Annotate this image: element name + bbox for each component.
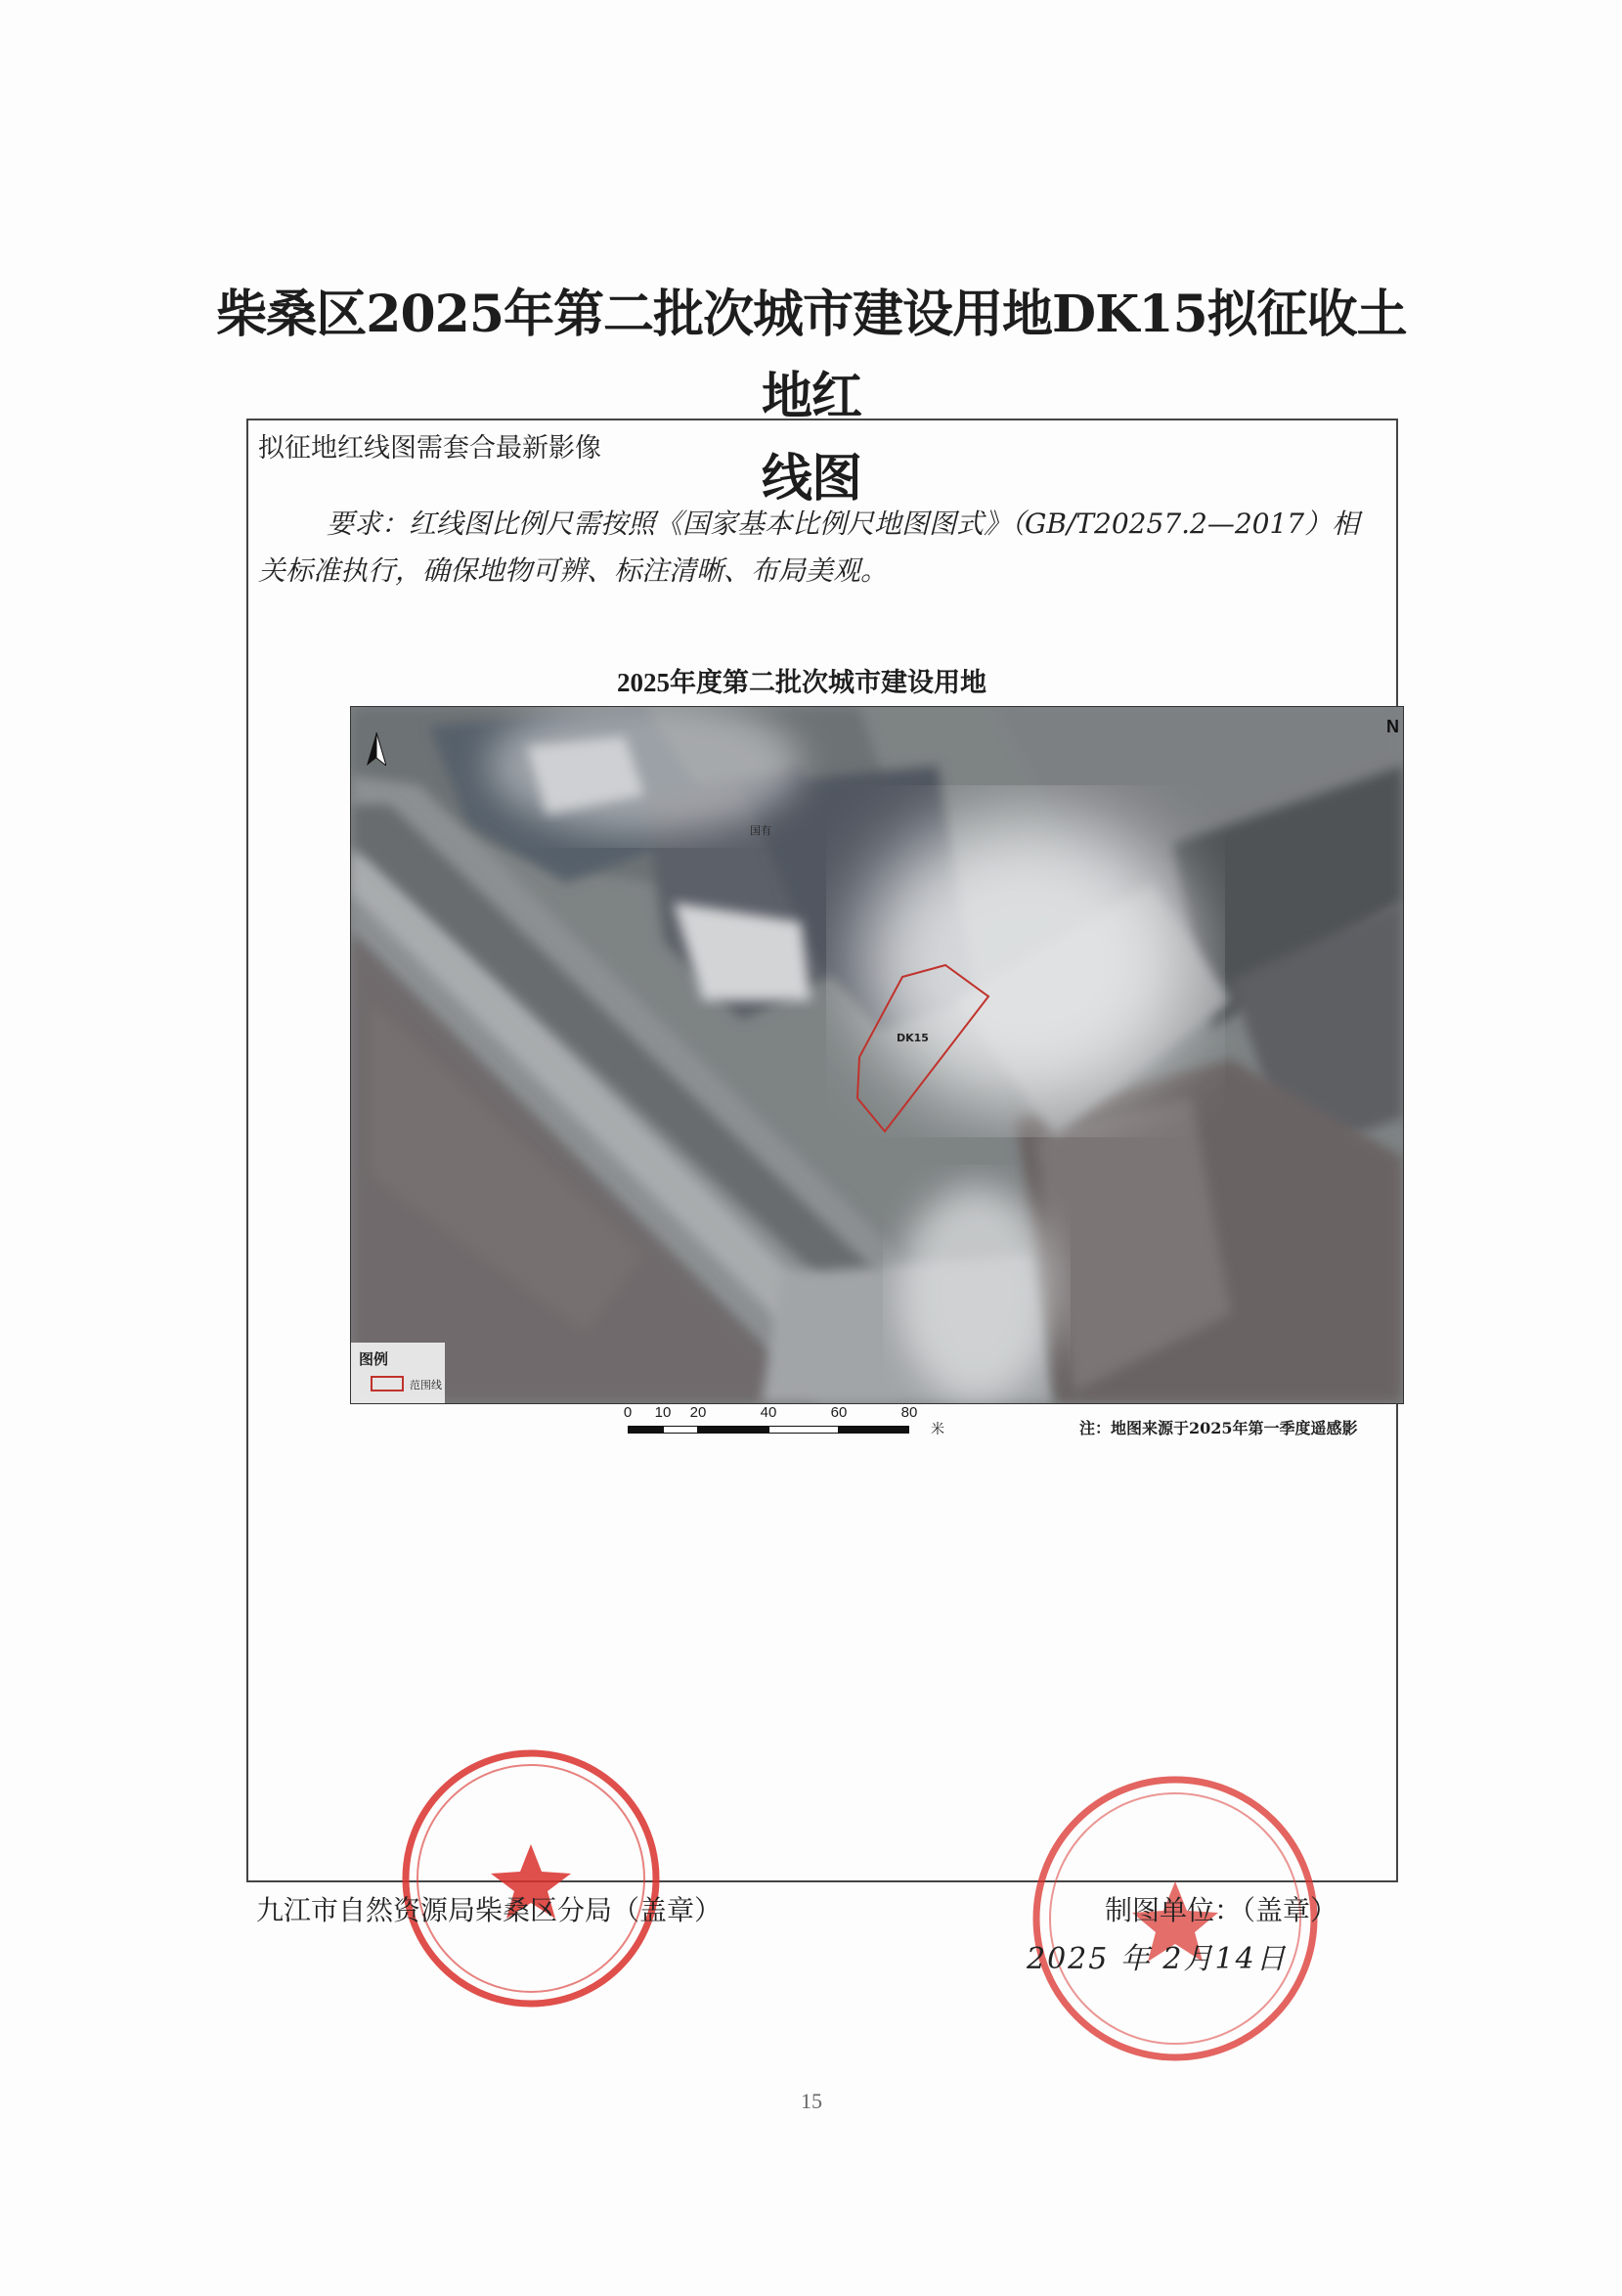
scale-segment: [628, 1426, 663, 1434]
title-line-2: 线图: [761, 449, 861, 508]
frame-note: 拟征地红线图需套合最新影像: [258, 433, 601, 464]
legend-swatch: [371, 1376, 404, 1391]
legend-item-label: 范围线: [410, 1379, 442, 1391]
scale-segment: [768, 1426, 839, 1434]
title-line-1: 柴桑区2025年第二批次城市建设用地DK15拟征收土地红: [216, 285, 1407, 426]
map-legend: [351, 1343, 445, 1403]
scale-tick-60: 60: [830, 1404, 848, 1421]
scale-tick-80: 80: [900, 1404, 918, 1421]
scale-tick-10: 10: [654, 1404, 672, 1421]
scale-segment: [663, 1426, 698, 1434]
satellite-imagery: [351, 707, 1403, 1403]
scale-bar: [622, 1404, 944, 1443]
satellite-map: [350, 706, 1404, 1404]
requirement-text: 要求：红线图比例尺需按照《国家基本比例尺地图图式》（GB/T20257.2—2017）相关标准执行，确保地物可辨、标注清晰、布局美观。: [258, 508, 1360, 587]
scale-segment: [698, 1426, 768, 1434]
left-official-seal: [399, 1746, 663, 2010]
scale-unit: 米: [931, 1422, 944, 1437]
scale-tick-0: 0: [623, 1404, 633, 1421]
north-letter: N: [1386, 717, 1399, 736]
signature-date: 2025 年 2月14日: [1027, 1942, 1288, 1976]
scale-tick-40: 40: [760, 1404, 777, 1421]
legend-title: 图例: [359, 1350, 389, 1368]
left-signature-line: 九江市自然资源局柴桑区分局（盖章）: [256, 1894, 723, 1926]
right-signature-line: 制图单位：（盖章）: [1105, 1894, 1338, 1926]
page-number: 15: [801, 2089, 822, 2113]
map-source-note: 注：地图来源于2025年第一季度遥感影: [1079, 1419, 1358, 1437]
map-label-owner: 国有: [750, 824, 771, 837]
scale-segment: [839, 1426, 909, 1434]
parcel-label: DK15: [897, 1032, 929, 1044]
map-title: 2025年度第二批次城市建设用地: [617, 668, 986, 697]
north-arrow-icon: [351, 707, 386, 766]
scale-tick-20: 20: [689, 1404, 707, 1421]
